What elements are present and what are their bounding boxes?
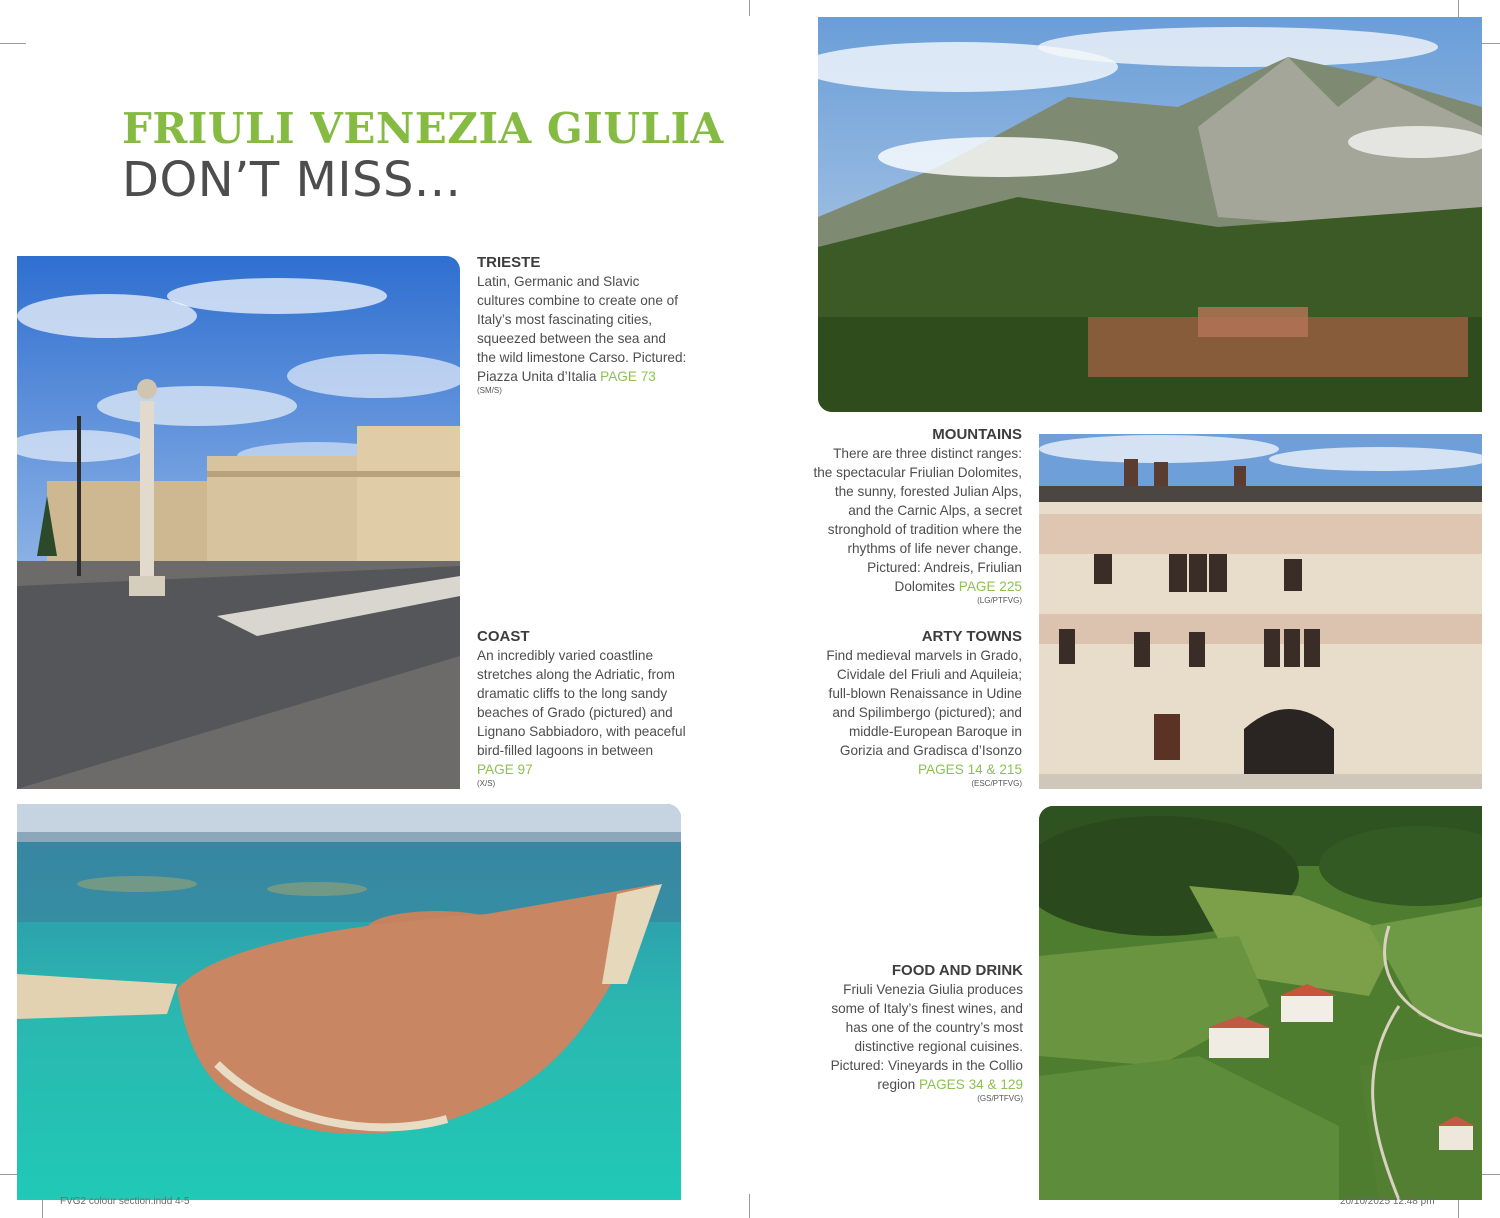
food-drink-page-link[interactable]: PAGES 34 & 129 (918, 1077, 1023, 1092)
mountains-body (812, 444, 1022, 596)
coast-body (477, 646, 687, 779)
coast-credit: (X/S) (477, 779, 496, 788)
arty-towns-body (812, 646, 1022, 779)
coast-body-text: An incredibly varied coastline stretches along the Adriatic, from dramatic cliffs to the long sandy beaches of Grado (pictured) and Lignano Sabbiadoro, with peaceful bird-filled lagoons in between (477, 648, 686, 758)
mountains-heading: MOUNTAINS (932, 426, 1022, 443)
coast-page-link[interactable]: PAGE 97 (477, 762, 533, 777)
mountains-credit: (LG/PTFVG) (977, 596, 1022, 605)
crop-mark (749, 1194, 750, 1218)
food-drink-heading: FOOD AND DRINK (891, 962, 1023, 979)
trieste-heading: TRIESTE (477, 254, 541, 271)
food-drink-body (813, 980, 1023, 1094)
trieste-section (477, 254, 687, 396)
mountains-page-link[interactable]: PAGE 225 (958, 579, 1022, 594)
trieste-photo (17, 256, 460, 789)
trieste-page-link[interactable]: PAGE 73 (600, 369, 656, 384)
trieste-body (477, 272, 687, 386)
arty-towns-page-link[interactable]: PAGES 14 & 215 (917, 762, 1022, 777)
arty-towns-body-text: Find medieval marvels in Grado, Cividale del Friuli and Aquileia; full-blown Renaissance in Udine and Spilimbergo (pictured); and middle-European Baroque in Gorizia and Gradisca d’Isonzo (826, 648, 1022, 758)
mountains-photo (818, 17, 1482, 412)
crop-mark (0, 43, 26, 44)
arty-towns-photo (1039, 434, 1482, 789)
trieste-body-text: Latin, Germanic and Slavic cultures combine to create one of Italy’s most fascinating cities, squeezed between the sea and the wild limestone Carso. Pictured: Piazza Unita d’Italia (477, 274, 687, 384)
mountains-section (812, 426, 1022, 606)
food-drink-credit: (GS/PTFVG) (977, 1094, 1023, 1103)
page-subtitle: DON’T MISS... (122, 152, 462, 208)
food-drink-section (813, 962, 1023, 1104)
food-drink-body-text: Friuli Venezia Giulia produces some of Italy’s finest wines, and has one of the country’s most distinctive regional cuisines. Pictured: Vineyards in the Collio region (830, 982, 1023, 1092)
crop-mark (749, 0, 750, 16)
trieste-credit: (SM/S) (477, 386, 502, 395)
footer-slug-right: 20/10/2025 12:48 pm (1340, 1196, 1435, 1207)
page-title: FRIULI VENEZIA GIULIA (122, 104, 724, 153)
arty-towns-section (812, 628, 1022, 789)
vineyards-photo (1039, 806, 1482, 1200)
mountains-body-text: There are three distinct ranges: the spectacular Friulian Dolomites, the sunny, forested Julian Alps, and the Carnic Alps, a secret stronghold of tradition where the rhythms of life never change. Pictured: Andreis, Friulian Dolomites (813, 446, 1022, 594)
footer-slug-left: FVG2 colour section.indd 4-5 (60, 1196, 190, 1207)
arty-towns-credit: (ESC/PTFVG) (971, 779, 1022, 788)
coast-section (477, 628, 687, 789)
coast-heading: COAST (477, 628, 530, 645)
arty-towns-heading: ARTY TOWNS (921, 628, 1022, 645)
coast-photo (17, 804, 681, 1200)
